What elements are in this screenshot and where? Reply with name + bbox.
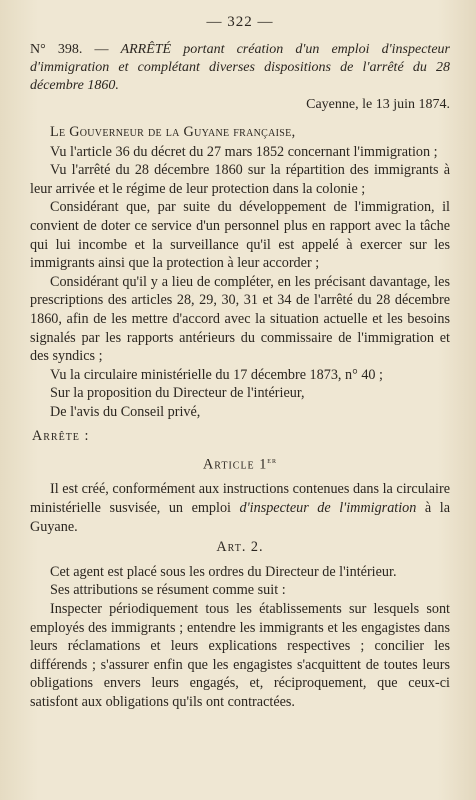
consideration-2: Vu l'arrêté du 28 décembre 1860 sur la répartition des immigrants à leur arrivée et le régime de leur protection dans la colonie ; xyxy=(30,162,450,197)
page-number: — 322 — xyxy=(206,14,274,30)
article-1-label: Article 1 xyxy=(203,456,268,473)
consideration-4: Considérant qu'il y a lieu de compléter, en les précisant davantage, les prescriptions des articles 28, 29, 30, 31 et 34 de l'arrêté du 28 décembre 1860, afin de les mettre d'accord avec la situation actuelle et les besoins signalés par les rapports antérieurs du commissaire de l'immigration et des syndics ; xyxy=(30,273,450,365)
governor-line: Le Gouverneur de la Guyane française, xyxy=(50,124,296,140)
article-1-text-italic: d'inspecteur de l'immigration xyxy=(239,500,417,517)
consideration-6: Sur la proposition du Directeur de l'intérieur, xyxy=(50,385,305,402)
consideration-7: De l'avis du Conseil privé, xyxy=(50,403,201,420)
arrete-label: Arrête : xyxy=(32,427,90,444)
article-2-heading: Art. 2. xyxy=(216,539,264,556)
date-line: Cayenne, le 13 juin 1874. xyxy=(306,97,450,112)
article-1-text-b: à la Guyane. xyxy=(30,500,451,535)
article-2-para-3: Inspecter périodiquement tous les établissements sur lesquels sont employés des immigrants ; entendre les immigrants et les engagistes dans leurs réclamations et leurs explications respectives ; concilier les différends ; s'assurer enfin que les engagistes s'acquittent de toutes leurs obligations envers leurs engagés, et, réciproquement, que ceux-ci satisfont aux obligations qu'ils ont contractées. xyxy=(30,600,450,710)
article-2-para-1: Cet agent est placé sous les ordres du Directeur de l'intérieur. xyxy=(50,563,397,580)
decree-number: N° 398. — xyxy=(30,42,121,57)
decree-title: ARRÊTÉ portant création d'un emploi d'inspecteur d'immigration et complétant diverses dispositions de l'arrêté du 28 décembre 1860. xyxy=(30,42,450,93)
article-1-heading xyxy=(30,451,450,474)
article-1-text xyxy=(30,480,450,536)
decree-heading xyxy=(30,41,450,95)
article-1-sup: er xyxy=(267,455,277,466)
consideration-1: Vu l'article 36 du décret du 27 mars 1852 concernant l'immigration ; xyxy=(50,143,438,160)
article-2-para-2: Ses attributions se résument comme suit : xyxy=(50,582,286,599)
article-1-text-a: Il est créé, conformément aux instructions contenues dans la circulaire ministérielle susvisée, un emploi xyxy=(30,481,450,517)
consideration-5: Vu la circulaire ministérielle du 17 décembre 1873, n° 40 ; xyxy=(50,366,383,383)
consideration-3: Considérant que, par suite du développement de l'immigration, il convient de doter ce service d'un personnel plus en rapport avec la tâche qui lui incombe et la surveillance qu'il est appelé à exercer sur les immigrants ainsi que la protection à leur accorder ; xyxy=(30,199,450,272)
